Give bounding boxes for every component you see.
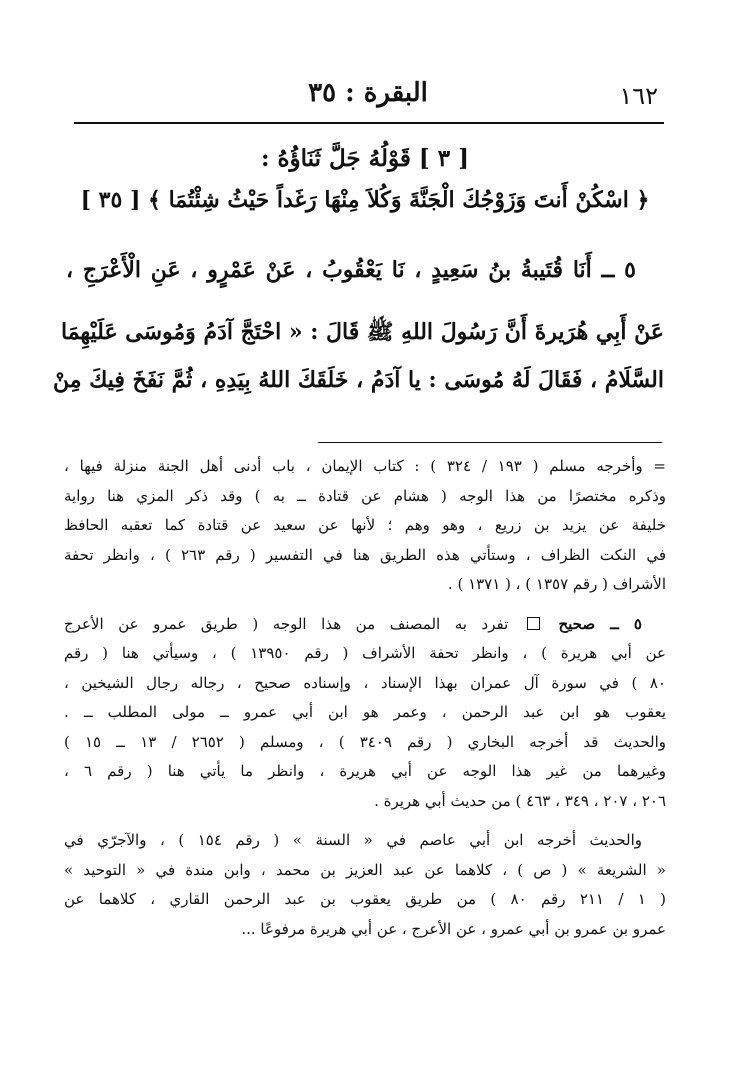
quran-verse: ﴿ اسْكُنْ أَنتَ وَزَوْجُكَ الْجَنَّةَ وَكُلاَ مِنْهَا رَغَداً حَيْثُ شِئْتُمَا ﴾ [ ٣٥ ] [80,187,650,213]
page-header [78,78,658,114]
footnote-line: ٢٠٦ ، ٢٠٧ ، ٣٤٩ ، ٤٦٣ ) من حديث أبي هريرة . [374,791,666,810]
footnote-line: « الشريعة » ( ص ) ، كلاهما عن عبد العزيز بن محمد ، وابن مندة في « التوحيد » [64,860,666,879]
footnote-line: ٨٠ ) في سورة آل عمران بهذا الإسناد ، وإسناده صحيح ، رجاله رجال الشيخين ، [64,673,666,692]
footnote-line: في النكت الظراف ، وستأتي هذه الطريق هنا في التفسير ( رقم ٢٦٣ ) ، وانظر تحفة [64,545,666,564]
hadith-line: ٥ ــ أَنَا قُتَيبةُ بنُ سَعِيدٍ ، نَا يَعْقُوبُ ، عَنْ عَمْرٍو ، عَنِ الْأَعْرَجِ ، [66,257,636,283]
footnotes [64,452,666,944]
footnote-text: تفرد به المصنف من هذا الوجه ( طريق عمرو عن الأعرج [64,614,509,633]
footnote-line: يعقوب هو ابن عبد الرحمن ، وعمر هو ابن أبي عمرو ــ مولى المطلب ــ . [64,703,666,721]
footnote-line: وغيرهما من غير هذا الوجه عن أبي هريرة ، وانظر ما يأتي هنا ( رقم ٦ ، [64,762,667,780]
running-title: البقرة : ٣٥ [308,78,428,108]
footnote-line: = وأخرجه مسلم ( ١٩٣ / ٣٢٤ ) : كتاب الإيمان ، باب أدنى أهل الجنة منزلة فيها ، [64,457,666,475]
footnote-line: والحديث أخرجه ابن أبي عاصم في « السنة » ( رقم ١٥٤ ) ، والآجرّي في [64,831,642,849]
page-number: ١٦٢ [619,82,658,110]
hadith-line: السَّلَامُ ، فَقَالَ لَهُ مُوسَى : يا آدَمُ ، خَلَقَكَ اللهُ بِيَدِهِ ، ثُمَّ نَفَخَ فِيكَ مِنْ [53,367,664,393]
main-text [53,140,664,404]
footnote-line: والحديث قد أخرجه البخاري ( رقم ٣٤٠٩ ) ، ومسلم ( ٢٦٥٢ / ١٣ ــ ١٥ ) [64,732,667,751]
hadith-line: عَنْ أَبِي هُرَيرةَ أَنَّ رَسُولَ اللهِ ﷺ قَالَ : « احْتَجَّ آدَمُ وَمُوسَى عَلَيْهِمَا [60,319,664,345]
hadith-grade: ٥ ــ صحيح [558,614,642,633]
header-divider [74,122,664,124]
footnote-line [64,610,666,640]
footnote-line: وذكره مختصرًا من هذا الوجه ( هشام عن قتادة ــ به ) وقد ذكر المزي هنا رواية [64,486,666,505]
footnote-line: عن أبي هريرة ) ، وانظر تحفة الأشراف ( رقم ١٣٩٥٠ ) ، وسيأتي هنا ( رقم [64,644,666,662]
hadith-text [53,246,664,404]
section-title: [ ٣ ] قَوْلُهُ جَلَّ ثَنَاؤُهُ : [260,145,470,172]
footnote-line: عمرو بن عمرو بن أبي عمرو ، عن الأعرج ، عن أبي هريرة مرفوعًا ... [241,919,666,938]
footnote-line: الأشراف ( رقم ١٣٥٧ ) ، ( ١٣٧١ ) . [447,575,666,593]
footnote-divider [318,442,662,443]
square-box-icon [527,617,540,630]
footnote-line: ( ١ / ٢١١ رقم ٨٠ ) من طريق يعقوب بن عبد الرحمن القاري ، كلاهما عن [64,890,667,908]
footnote-line: خليفة عن يزيد بن زريع ، وهو وهم ؛ لأنها عن سعيد عن قتادة كما تعقبه الحافظ [64,516,666,534]
